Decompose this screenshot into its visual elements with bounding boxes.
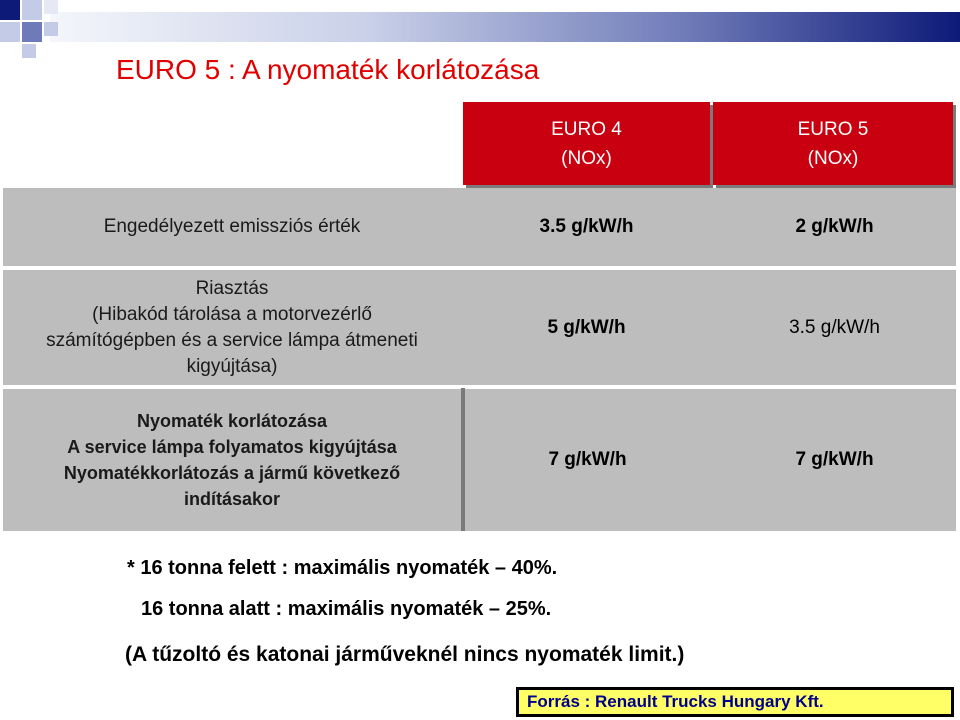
header-euro4-line2: (NOx) bbox=[561, 147, 612, 169]
table-cell-euro4 bbox=[463, 270, 710, 385]
decor-square bbox=[0, 0, 20, 20]
table-cell-euro4 bbox=[463, 188, 710, 266]
row3-label-line1: Nyomaték korlátozása bbox=[136, 411, 328, 431]
decor-square bbox=[44, 0, 58, 14]
header-euro5-line1: EURO 5 bbox=[797, 118, 869, 140]
decor-square bbox=[44, 22, 58, 36]
row2-euro4-value: 5 g/kW/h bbox=[547, 316, 626, 338]
row2-label-line3: számítógépben és a service lámpa átmeneti bbox=[46, 329, 418, 351]
row3-label-line2: A service lámpa folyamatos kigyújtása bbox=[67, 437, 397, 457]
row2-label-line1: Riasztás bbox=[195, 277, 269, 299]
row3-label-line3: Nyomatékkorlátozás a jármű következő bbox=[63, 463, 401, 483]
row2-label-line2: (Hibakód tárolása a motorvezérlő bbox=[92, 303, 372, 325]
decor-square bbox=[0, 22, 20, 42]
table-cell-euro5 bbox=[713, 188, 956, 266]
table-row-label bbox=[3, 270, 461, 385]
decor-square bbox=[22, 0, 42, 20]
table-cell-euro5 bbox=[713, 389, 956, 531]
table-row-label bbox=[3, 389, 461, 531]
row1-euro5-value: 2 g/kW/h bbox=[795, 216, 874, 237]
header-euro5-line2: (NOx) bbox=[807, 147, 859, 169]
row1-label: Engedélyezett emissziós érték bbox=[103, 216, 361, 237]
table-cell-euro4 bbox=[465, 389, 710, 531]
source-box: Forrás : Renault Trucks Hungary Kft. bbox=[516, 687, 954, 717]
decor-square bbox=[22, 22, 42, 42]
row3-label-line4: indításakor bbox=[183, 489, 281, 509]
header-euro5 bbox=[713, 102, 953, 185]
row2-euro5-value: 3.5 g/kW/h bbox=[789, 316, 880, 338]
row3-euro5-value: 7 g/kW/h bbox=[795, 449, 874, 470]
top-decoration bbox=[0, 0, 960, 58]
table-row-label bbox=[3, 188, 461, 266]
note-line-3: (A tűzoltó és katonai járműveknél nincs nyomaték limit.) bbox=[125, 643, 685, 666]
note-line-1: * 16 tonna felett : maximális nyomaték – 40%. bbox=[127, 557, 558, 579]
row2-label-line4: kigyújtása) bbox=[186, 355, 278, 377]
row-separator bbox=[3, 531, 956, 534]
page-title: EURO 5 : A nyomaték korlátozása bbox=[116, 54, 540, 85]
header-euro4-line1: EURO 4 bbox=[551, 118, 622, 140]
row1-euro4-value: 3.5 g/kW/h bbox=[539, 216, 634, 237]
gradient-band bbox=[50, 12, 960, 42]
note-line-2: 16 tonna alatt : maximális nyomaték – 25%. bbox=[141, 598, 552, 620]
decor-square bbox=[22, 44, 36, 58]
row3-euro4-value: 7 g/kW/h bbox=[548, 449, 627, 470]
table-cell-euro5 bbox=[713, 270, 956, 385]
header-euro4 bbox=[463, 102, 710, 185]
